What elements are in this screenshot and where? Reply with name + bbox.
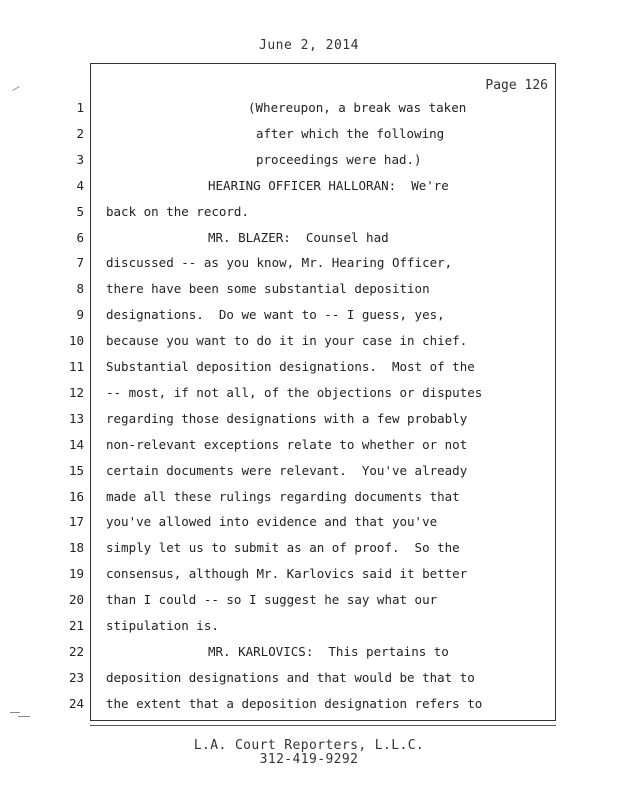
transcript-line: made all these rulings regarding documents that (106, 488, 460, 504)
scan-mark (10, 712, 20, 713)
transcript-line: non-relevant exceptions relate to whether or not (106, 436, 468, 452)
scan-mark (18, 716, 30, 717)
transcript-line: regarding those designations with a few probably (106, 410, 468, 426)
line-number: 22 (68, 643, 84, 659)
line-number: 17 (68, 514, 84, 530)
transcript-line: (Whereupon, a break was taken (248, 100, 467, 115)
transcript-line: designations. Do we want to -- I guess, yes, (106, 307, 445, 323)
transcript-line: MR. KARLOVICS: This pertains to (208, 643, 449, 659)
line-number: 13 (68, 410, 84, 426)
line-number: 4 (76, 177, 84, 193)
transcript-line: there have been some substantial deposition (106, 281, 430, 297)
transcript-line: than I could -- so I suggest he say what our (106, 592, 438, 608)
transcript-line: because you want to do it in your case in chief. (106, 333, 468, 349)
transcript-line: -- most, if not all, of the objections or disputes (106, 384, 483, 400)
line-number: 24 (68, 695, 84, 711)
transcript-line: HEARING OFFICER HALLORAN: We're (208, 177, 449, 193)
line-number: 23 (68, 669, 84, 685)
transcript-line: simply let us to submit as an of proof. So the (106, 540, 460, 556)
line-number: 16 (68, 488, 84, 504)
line-number: 21 (68, 618, 84, 633)
line-number: 15 (68, 462, 84, 478)
transcript-line: you've allowed into evidence and that you've (106, 514, 438, 530)
frame-bottom-rule (90, 725, 556, 726)
line-number: 18 (68, 540, 84, 556)
line-number: 10 (68, 333, 84, 349)
line-number: 6 (76, 229, 84, 245)
line-number: 7 (76, 255, 84, 271)
line-number: 8 (76, 281, 84, 297)
transcript-line: the extent that a deposition designation refers to (106, 695, 483, 711)
transcript-line: Substantial deposition designations. Most of the (106, 359, 475, 374)
transcript-line: certain documents were relevant. You've already (106, 462, 468, 478)
transcript-line: MR. BLAZER: Counsel had (208, 229, 389, 245)
line-number: 9 (76, 307, 84, 323)
footer-company: L.A. Court Reporters, L.L.C. (193, 738, 425, 753)
line-number: 19 (68, 566, 84, 582)
line-number: 3 (76, 151, 84, 167)
line-number: 11 (68, 359, 84, 374)
transcript-line: after which the following (256, 125, 445, 141)
transcript-line: proceedings were had.) (256, 151, 422, 167)
line-number: 20 (68, 592, 84, 608)
transcript-line: deposition designations and that would be that to (106, 669, 475, 685)
transcript-line: stipulation is. (106, 618, 219, 633)
line-number: 1 (76, 100, 84, 115)
line-number: 5 (76, 203, 84, 219)
page-number: Page 126 (485, 78, 548, 93)
line-number: 12 (68, 384, 84, 400)
transcript-line: back on the record. (106, 203, 249, 219)
transcript-line: discussed -- as you know, Mr. Hearing Officer, (106, 255, 453, 271)
scan-mark (12, 86, 19, 91)
line-number: 14 (68, 436, 84, 452)
transcript-line: consensus, although Mr. Karlovics said it better (106, 566, 468, 582)
header-date: June 2, 2014 (259, 38, 359, 53)
footer-phone: 312-419-9292 (259, 752, 359, 767)
line-number: 2 (76, 125, 84, 141)
